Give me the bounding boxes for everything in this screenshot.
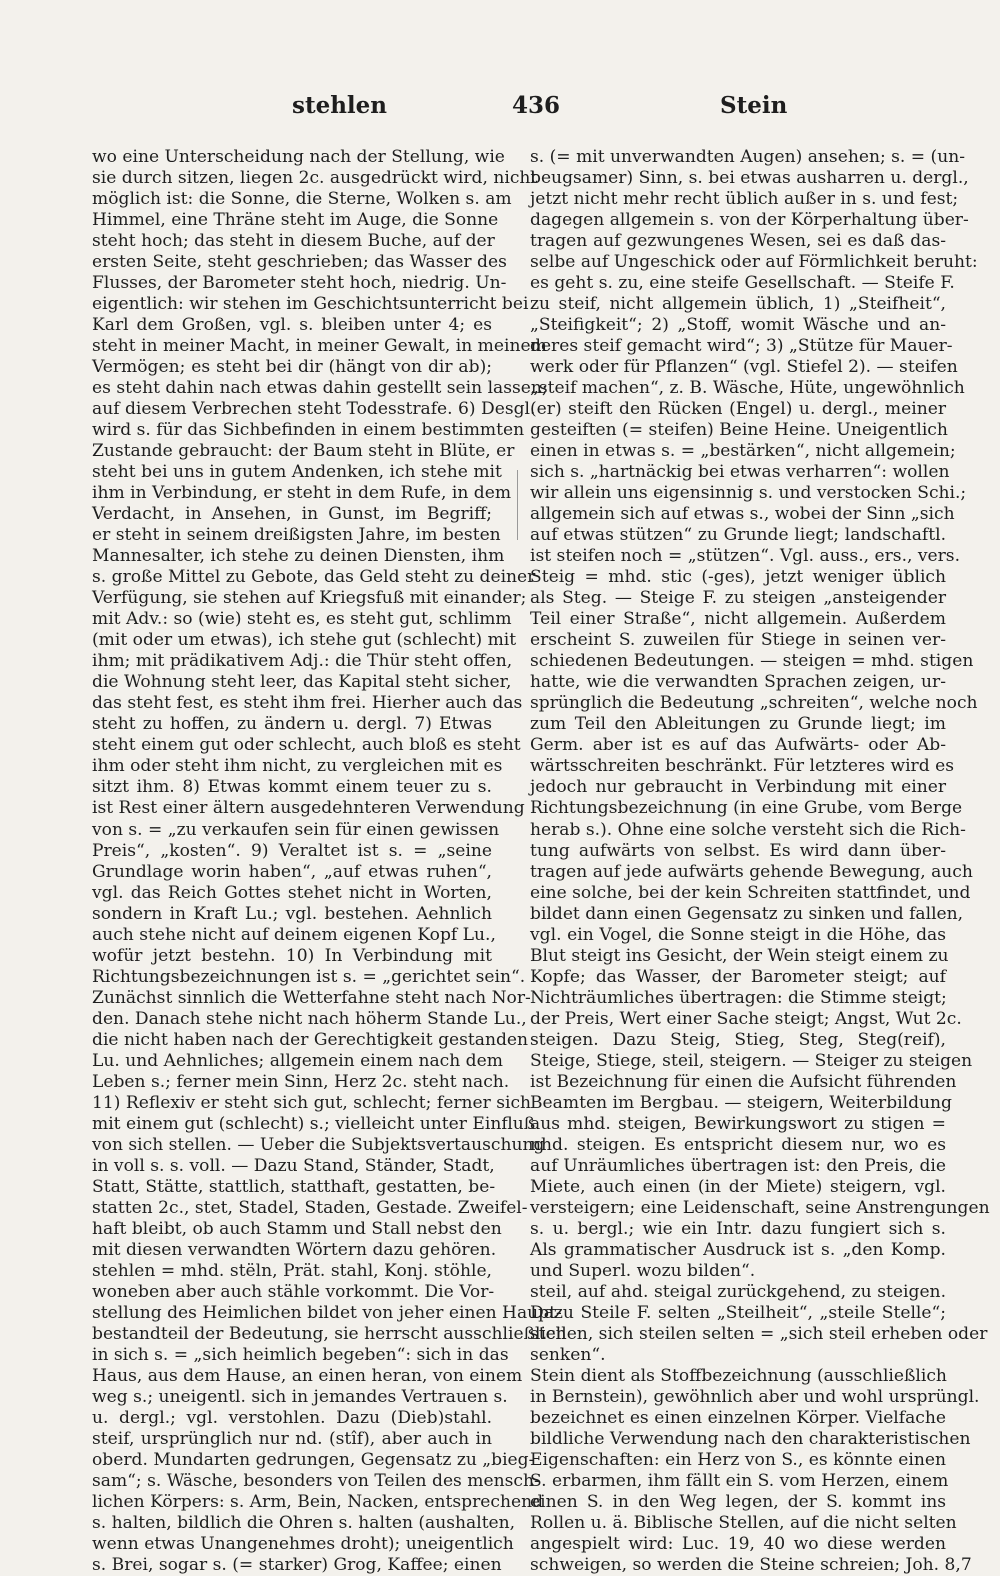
right-column-line: herab s.). Ohne eine solche versteht sich die Rich- [530, 819, 966, 840]
right-column-line: Richtungsbezeichnung (in eine Grube, vom Berge [530, 798, 963, 819]
left-column-line: bestandteil der Bedeutung, sie herrscht ausschließlich [92, 1323, 567, 1344]
right-column-line: einen in etwas s. = „bestärken“, nicht allgemein; [530, 441, 956, 462]
left-column-line: Richtungsbezeichnungen ist s. = „gerichtet sein“. [92, 966, 526, 987]
left-column-line: sondern in Kraft Lu.; vgl. bestehen. Aehnlich [92, 903, 492, 924]
left-column-line: den. Danach stehe nicht nach höherm Stande Lu., [92, 1008, 527, 1029]
left-column-line: sie durch sitzen, liegen 2c. ausgedrückt wird, nicht [92, 168, 538, 189]
left-column-line: er steht in seinem dreißigsten Jahre, im besten [92, 525, 501, 546]
right-column-line: werk oder für Pflanzen“ (vgl. Stiefel 2). — steifen [530, 357, 958, 378]
left-column-line: ihm; mit prädikativem Adj.: die Thür steht offen, [92, 651, 513, 672]
right-column-line: in Bernstein), gewöhnlich aber und wohl ursprüngl. [530, 1386, 980, 1407]
left-column-line: Verfügung, sie stehen auf Kriegsfuß mit einander; [92, 588, 527, 609]
right-column-line: Blut steigt ins Gesicht, der Wein steigt einem zu [530, 945, 949, 966]
left-column-line: eigentlich: wir stehen im Geschichtsunterricht bei [92, 294, 529, 315]
right-column-line: ist Bezeichnung für einen die Aufsicht führenden [530, 1071, 957, 1092]
right-column-line: bildet dann einen Gegensatz zu sinken und fallen, [530, 903, 964, 924]
right-column-line: erscheint S. zuweilen für Stiege in seinen ver- [530, 630, 946, 651]
right-column-line: Eigenschaften: ein Herz von S., es könnte einen [530, 1449, 946, 1470]
left-column-line: woneben aber auch stähle vorkommt. Die Vor- [92, 1281, 495, 1302]
right-column-line: vgl. ein Vogel, die Sonne steigt in die Höhe, das [530, 924, 946, 945]
header-left-catchword: stehlen [292, 92, 388, 119]
left-column-line: statten 2c., stet, Stadel, Staden, Gestade. Zweifel- [92, 1197, 528, 1218]
left-column-line: die nicht haben nach der Gerechtigkeit gestanden [92, 1029, 529, 1050]
left-column-line: steht zu hoffen, zu ändern u. dergl. 7) Etwas [92, 714, 492, 735]
right-column-line: tung aufwärts von selbst. Es wird dann über- [530, 840, 946, 861]
right-column-line: s. u. bergl.; wie ein Intr. dazu fungiert sich s. [530, 1218, 946, 1239]
right-column-line: steil, auf ahd. steigal zurückgehend, zu steigen. [530, 1281, 946, 1302]
right-column-line: S. erbarmen, ihm fällt ein S. vom Herzen, einem [530, 1470, 949, 1491]
left-column-line: in sich s. = „sich heimlich begeben“: sich in das [92, 1344, 509, 1365]
left-column-line: mit einem gut (schlecht) s.; vielleicht unter Einfluß [92, 1113, 536, 1134]
left-column-line: vgl. das Reich Gottes stehet nicht in Worten, [92, 882, 492, 903]
right-column-line: (er) steift den Rücken (Engel) u. dergl., meiner [530, 399, 946, 420]
right-column-line: sprünglich die Bedeutung „schreiten“, welche noch [530, 693, 978, 714]
left-column-line: stehlen = mhd. stëln, Prät. stahl, Konj. stöhle, [92, 1260, 492, 1281]
left-column-line: in voll s. s. voll. — Dazu Stand, Ständer, Stadt, [92, 1155, 495, 1176]
right-column-line: und Superl. wozu bilden“. [530, 1260, 756, 1281]
left-column-line: Leben s.; ferner mein Sinn, Herz 2c. steht nach. [92, 1071, 510, 1092]
right-column-line: senken“. [530, 1344, 606, 1365]
left-column-line: ersten Seite, steht geschrieben; das Wasser des [92, 252, 507, 273]
left-column-line: Lu. und Aehnliches; allgemein einem nach dem [92, 1050, 503, 1071]
right-column-line: nhd. steigen. Es entspricht diesem nur, wo es [530, 1134, 946, 1155]
left-column-line: Zunächst sinnlich die Wetterfahne steht nach Nor- [92, 987, 531, 1008]
left-column-line: Himmel, eine Thräne steht im Auge, die Sonne [92, 210, 499, 231]
right-column-line: angespielt wird: Luc. 19, 40 wo diese werden [530, 1534, 946, 1555]
left-column-line: Preis“, „kosten“. 9) Veraltet ist s. = „seine [92, 840, 492, 861]
left-text-column [92, 147, 567, 1576]
left-column-line: von sich stellen. — Ueber die Subjektsvertauschung [92, 1134, 545, 1155]
right-column-line: Als grammatischer Ausdruck ist s. „den Komp. [530, 1239, 946, 1260]
header-right-catchword: Stein [720, 92, 788, 119]
right-column-line: als Steg. — Steige F. zu steigen „ansteigender [530, 588, 946, 609]
right-column-line: sich s. „hartnäckig bei etwas verharren“: wollen [530, 462, 950, 483]
right-column-line: dagegen allgemein s. von der Körperhaltung über- [530, 210, 969, 231]
right-column-line: steigen. Dazu Steig, Stieg, Steg, Steg(reif), [530, 1029, 946, 1050]
left-column-line: wird s. für das Sichbefinden in einem bestimmten [92, 420, 525, 441]
right-column-line: „steif machen“, z. B. Wäsche, Hüte, ungewöhnlich [530, 378, 965, 399]
column-divider [517, 470, 518, 540]
right-column-line: aus mhd. steigen, Bewirkungswort zu stigen = [530, 1113, 946, 1134]
left-column-line: oberd. Mundarten gedrungen, Gegensatz zu „bieg- [92, 1449, 535, 1470]
right-column-line: Steig = mhd. stic (-ges), jetzt weniger üblich [530, 567, 946, 588]
left-column-line: 11) Reflexiv er steht sich gut, schlecht; ferner sich [92, 1092, 532, 1113]
left-column-line: ihm in Verbindung, er steht in dem Rufe, in dem [92, 483, 512, 504]
right-column-line: Germ. aber ist es auf das Aufwärts- oder Ab- [530, 735, 946, 756]
left-column-line: sitzt ihm. 8) Etwas kommt einem teuer zu s. [92, 777, 492, 798]
right-column-line: ist steifen noch = „stützen“. Vgl. auss., ers., vers. [530, 546, 961, 567]
left-column-line: steht in meiner Macht, in meiner Gewalt, in meinem [92, 336, 547, 357]
left-column-line: es steht dahin nach etwas dahin gestellt sein lassen; [92, 378, 548, 399]
right-column-line: zum Teil den Ableitungen zu Grunde liegt; im [530, 714, 946, 735]
left-column-line: steht bei uns in gutem Andenken, ich stehe mit [92, 462, 502, 483]
left-column-line: möglich ist: die Sonne, die Sterne, Wolken s. am [92, 189, 512, 210]
left-column-line: weg s.; uneigentl. sich in jemandes Vertrauen s. [92, 1386, 508, 1407]
right-column-line: Miete, auch einen (in der Miete) steigern, vgl. [530, 1176, 946, 1197]
left-column-line: haft bleibt, ob auch Stamm und Stall nebst den [92, 1218, 502, 1239]
right-column-line: allgemein sich auf etwas s., wobei der Sinn „sich [530, 504, 955, 525]
right-column-line: Teil einer Straße“, nicht allgemein. Außerdem [530, 609, 946, 630]
left-column-line: steif, ursprünglich nur nd. (stîf), aber auch in [92, 1428, 492, 1449]
left-column-line: auch stehe nicht auf deinem eigenen Kopf Lu., [92, 924, 496, 945]
left-column-line: Mannesalter, ich stehe zu deinen Diensten, ihm [92, 546, 505, 567]
right-column-line: schweigen, so werden die Steine schreien; Joh. 8,7 [530, 1555, 972, 1576]
right-column-line: wärtsschreiten beschränkt. Für letzteres wird es [530, 756, 954, 777]
right-text-column [530, 147, 990, 1576]
left-column-line: (mit oder um etwas), ich stehe gut (schlecht) mit [92, 630, 517, 651]
left-column-line: mit Adv.: so (wie) steht es, es steht gut, schlimm [92, 609, 512, 630]
left-column-line: Verdacht, in Ansehen, in Gunst, im Begriff; [92, 504, 492, 525]
right-column-line: tragen auf gezwungenes Wesen, sei es daß das- [530, 231, 946, 252]
left-column-line: mit diesen verwandten Wörtern dazu gehören. [92, 1239, 497, 1260]
right-column-line: deres steif gemacht wird“; 3) „Stütze für Mauer- [530, 336, 953, 357]
right-column-line: zu steif, nicht allgemein üblich, 1) „Steifheit“, [530, 294, 946, 315]
left-column-line: ihm oder steht ihm nicht, zu vergleichen mit es [92, 756, 503, 777]
left-column-line: sam“; s. Wäsche, besonders von Teilen des mensch- [92, 1470, 540, 1491]
right-column-line: eine solche, bei der kein Schreiten stattfindet, und [530, 882, 971, 903]
left-column-line: s. Brei, sogar s. (= starker) Grog, Kaffee; einen [92, 1555, 502, 1576]
right-column-line: versteigern; eine Leidenschaft, seine Anstrengungen [530, 1197, 990, 1218]
right-column-line: s. (= mit unverwandten Augen) ansehen; s. = (un- [530, 147, 966, 167]
left-column-line: Karl dem Großen, vgl. s. bleiben unter 4; es [92, 315, 492, 336]
left-column-line: stellung des Heimlichen bildet von jeher einen Haupt- [92, 1302, 562, 1323]
right-column-line: hatte, wie die verwandten Sprachen zeigen, ur- [530, 672, 946, 693]
right-column-line: Kopfe; das Wasser, der Barometer steigt; auf [530, 966, 946, 987]
left-column-line: auf diesem Verbrechen steht Todesstrafe. 6) Desgl. [92, 399, 536, 420]
right-column-line: Beamten im Bergbau. — steigern, Weiterbildung [530, 1092, 952, 1113]
left-column-line: s. halten, bildlich die Ohren s. halten (aushalten, [92, 1513, 516, 1534]
left-column-line: von s. = „zu verkaufen sein für einen gewissen [92, 819, 500, 840]
right-column-line: der Preis, Wert einer Sache steigt; Angst, Wut 2c. [530, 1008, 962, 1029]
right-column-line: gesteiften (= steifen) Beine Heine. Uneigentlich [530, 420, 948, 441]
left-column-line: das steht fest, es steht ihm frei. Hierher auch das [92, 693, 523, 714]
left-column-line: ist Rest einer ältern ausgedehnteren Verwendung [92, 798, 525, 819]
right-column-line: selbe auf Ungeschick oder auf Förmlichkeit beruht: [530, 252, 978, 273]
left-column-line: lichen Körpers: s. Arm, Bein, Nacken, entsprechend [92, 1492, 544, 1512]
left-column-line: Zustande gebraucht: der Baum steht in Blüte, er [92, 441, 515, 462]
right-column-line: Steige, Stiege, steil, steigern. — Steiger zu steigen [530, 1050, 973, 1071]
right-column-line: tragen auf jede aufwärts gehende Bewegung, auch [530, 861, 973, 882]
left-column-line: wenn etwas Unangenehmes droht); uneigentlich [92, 1534, 514, 1555]
right-column-line: steilen, sich steilen selten = „sich steil erheben oder [530, 1323, 988, 1344]
left-column-line: die Wohnung steht leer, das Kapital steht sicher, [92, 672, 512, 693]
left-column-line: wo eine Unterscheidung nach der Stellung, wie [92, 147, 505, 167]
left-column-line: Haus, aus dem Hause, an einen heran, von einem [92, 1365, 523, 1386]
right-column-line: Dazu Steile F. selten „Steilheit“, „steile Stelle“; [530, 1302, 946, 1323]
page-number: 436 [512, 92, 561, 119]
left-column-line: Grundlage worin haben“, „auf etwas ruhen“, [92, 861, 492, 882]
left-column-line: Flusses, der Barometer steht hoch, niedrig. Un- [92, 273, 507, 294]
right-column-line: jedoch nur gebraucht in Verbindung mit einer [530, 777, 946, 798]
right-column-line: auf Unräumliches übertragen ist: den Preis, die [530, 1155, 946, 1176]
right-column-line: „Steifigkeit“; 2) „Stoff, womit Wäsche und an- [530, 315, 946, 336]
right-column-line: bildliche Verwendung nach den charakteristischen [530, 1428, 971, 1449]
right-column-line: einen S. in den Weg legen, der S. kommt ins [530, 1492, 946, 1512]
left-column-line: steht hoch; das steht in diesem Buche, auf der [92, 231, 495, 252]
right-column-line: bezeichnet es einen einzelnen Körper. Vielfache [530, 1407, 946, 1428]
right-column-line: jetzt nicht mehr recht üblich außer in s. und fest; [530, 189, 959, 210]
left-column-line: steht einem gut oder schlecht, auch bloß es steht [92, 735, 521, 756]
left-column-line: Statt, Stätte, stattlich, statthaft, gestatten, be- [92, 1176, 496, 1197]
left-column-line: s. große Mittel zu Gebote, das Geld steht zu deiner [92, 567, 536, 588]
page-header [92, 92, 788, 124]
right-column-line: es geht s. zu, eine steife Gesellschaft. — Steife F. [530, 273, 955, 294]
right-column-line: schiedenen Bedeutungen. — steigen = mhd. stigen [530, 651, 974, 672]
left-column-line: Vermögen; es steht bei dir (hängt von dir ab); [92, 357, 492, 378]
right-column-line: Rollen u. ä. Biblische Stellen, auf die nicht selten [530, 1513, 957, 1534]
right-column-line: beugsamer) Sinn, s. bei etwas ausharren u. dergl., [530, 168, 969, 189]
right-column-line: Stein dient als Stoffbezeichnung (ausschließlich [530, 1365, 947, 1386]
right-column-line: Nichträumliches übertragen: die Stimme steigt; [530, 987, 947, 1008]
left-column-line: u. dergl.; vgl. verstohlen. Dazu (Dieb)stahl. [92, 1407, 492, 1428]
right-column-line: auf etwas stützen“ zu Grunde liegt; landschaftl. [530, 525, 946, 546]
left-column-line: wofür jetzt bestehn. 10) In Verbindung mit [92, 945, 492, 966]
right-column-line: wir allein uns eigensinnig s. und verstocken Schi.; [530, 483, 967, 504]
